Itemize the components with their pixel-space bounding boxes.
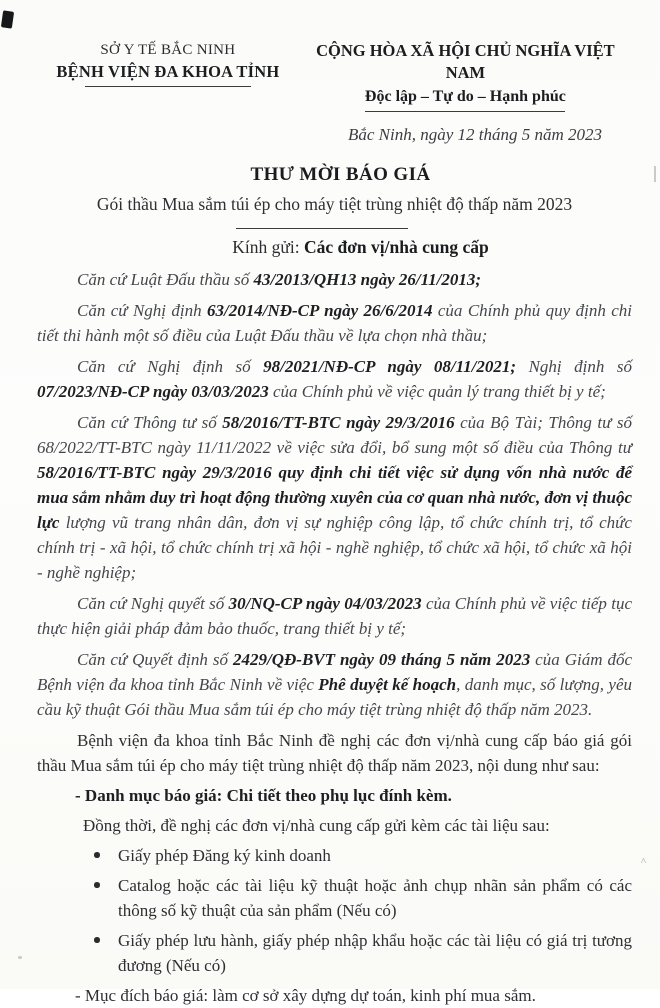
- legal-basis-paragraph-5: [37, 591, 632, 641]
- text-segment: 43/2013/QH13 ngày 26/11/2013;: [253, 270, 482, 289]
- text-segment: Căn cứ Luật Đấu thầu số: [77, 270, 254, 289]
- salutation-recipient: Các đơn vị/nhà cung cấp: [303, 237, 489, 257]
- dateline: Bắc Ninh, ngày 12 tháng 5 năm 2023: [347, 125, 602, 144]
- attachments-intro-line: Đồng thời, đề nghị các đơn vị/nhà cung cấp gửi kèm các tài liệu sau:: [83, 816, 550, 835]
- national-motto: Độc lập – Tự do – Hạnh phúc: [364, 88, 566, 105]
- divider-line: [236, 228, 408, 229]
- text-segment: Căn cứ Nghị định số: [77, 357, 264, 376]
- legal-basis-paragraph-4: [37, 410, 632, 585]
- legal-basis-paragraph-2: [37, 298, 632, 348]
- national-title: CỘNG HÒA XÃ HỘI CHỦ NGHĨA VIỆT NAM: [316, 41, 615, 82]
- legal-basis-paragraph-3: [37, 354, 632, 404]
- attachment-item-label: Catalog hoặc các tài liệu kỹ thuật hoặc ảnh chụp nhãn sản phẩm có các thông số kỹ thuật của sản phẩm (Nếu có): [118, 876, 632, 920]
- document-title: THƯ MỜI BÁO GIÁ: [250, 164, 431, 185]
- request-intro-paragraph: Bệnh viện đa khoa tỉnh Bắc Ninh đề nghị các đơn vị/nhà cung cấp báo giá gói thầu Mua sắm túi ép cho máy tiệt trùng nhiệt độ thấp năm 2023, nội dung như sau:: [37, 731, 632, 775]
- legal-basis-paragraph-1: [37, 267, 632, 292]
- text-segment: Căn cứ Thông tư số: [77, 413, 223, 432]
- scan-artifact-caret: ^: [640, 856, 646, 868]
- document-subtitle: Gói thầu Mua sắm túi ép cho máy tiệt trùng nhiệt độ thấp năm 2023: [96, 194, 573, 214]
- text-segment: 63/2014/NĐ-CP ngày 26/6/2014: [207, 301, 438, 320]
- text-segment: 58/2016/TT-BTC ngày 29/3/2016: [222, 413, 461, 432]
- quote-list-line: - Danh mục báo giá: Chi tiết theo phụ lục đính kèm.: [75, 786, 452, 805]
- legal-basis-paragraph-6: [37, 647, 632, 722]
- text-segment: 2429/QĐ-BVT ngày 09 tháng 5 năm 2023: [233, 650, 536, 669]
- text-segment: của Giám đốc Bệnh viện đa khoa tỉnh Bắc Ninh về việc: [37, 650, 632, 694]
- text-segment: 30/NQ-CP ngày 04/03/2023: [228, 594, 426, 613]
- scan-artifact-speck: [18, 956, 22, 959]
- document-header: [37, 40, 632, 112]
- org-parent-name: SỞ Y TẾ BẮC NINH: [100, 42, 236, 58]
- text-segment: Phê duyệt kế hoạch: [318, 675, 457, 694]
- bullet-icon: [94, 937, 100, 943]
- salutation: [63, 235, 658, 260]
- text-segment: Căn cứ Nghị định: [77, 301, 208, 320]
- text-segment: của Bộ Tài; Thông tư số 68/2022/TT-BTC ngày 11/11/2022 về việc sửa đổi, bổ sung một số điều của Thông tư: [37, 413, 632, 457]
- national-header-block: [299, 40, 632, 112]
- bullet-icon: [94, 882, 100, 888]
- bullet-icon: [94, 852, 100, 858]
- text-segment: 58/2016/TT-BTC ngày 29/3/2016 quy định chi tiết việc sử dụng vốn nhà nước để mua sắm nhằm duy trì hoạt động thường xuyên của cơ quan nhà nước, đơn vị thuộc lực: [37, 463, 632, 532]
- attachment-item-label: Giấy phép Đăng ký kinh doanh: [118, 846, 331, 865]
- attachment-item-business-license: [37, 843, 632, 868]
- text-segment: 07/2023/NĐ-CP ngày 03/03/2023: [37, 382, 273, 401]
- attachment-item-circulation-license: [37, 928, 632, 978]
- text-segment: của Chính phủ về việc quản lý trang thiết bị y tế;: [272, 382, 606, 401]
- scan-artifact-blob: [1, 10, 14, 28]
- text-segment: Căn cứ Nghị quyết số: [77, 594, 229, 613]
- text-segment: của Chính phủ quy định chi tiết thi hành một số điều của Luật Đấu thầu về lựa chọn nhà thầu;: [37, 301, 632, 345]
- salutation-label: Kính gửi:: [232, 237, 304, 257]
- text-segment: , danh mục, số lượng, yêu cầu kỹ thuật Gói thầu Mua sắm túi ép cho máy tiệt trùng nhiệt độ thấp năm 2023.: [37, 675, 632, 719]
- attachment-item-catalog: [37, 873, 632, 923]
- issuing-org-block: [37, 40, 299, 87]
- motto-underline: [365, 111, 565, 112]
- scan-artifact-dash: [654, 166, 656, 182]
- text-segment: Nghị định số: [516, 357, 632, 376]
- text-segment: lượng vũ trang nhân dân, đơn vị sự nghiệp công lập, tổ chức chính trị, tổ chức chính trị - xã hội, tổ chức chính trị xã hội - nghề nghiệp, tổ chức xã hội, tổ chức xã hội - nghề nghiệp;: [37, 513, 632, 582]
- org-underline: [85, 86, 251, 87]
- attachment-item-label: Giấy phép lưu hành, giấy phép nhập khẩu hoặc các tài liệu có giá trị tương đương (Nếu có): [118, 931, 632, 975]
- text-segment: Căn cứ Quyết định số: [77, 650, 233, 669]
- org-name: BỆNH VIỆN ĐA KHOA TỈNH: [56, 62, 280, 81]
- text-segment: của Chính phủ về việc tiếp tục thực hiện giải pháp đảm bảo thuốc, trang thiết bị y tế;: [37, 594, 632, 638]
- text-segment: 98/2021/NĐ-CP ngày 08/11/2021;: [263, 357, 517, 376]
- quote-purpose-line: - Mục đích báo giá: làm cơ sở xây dựng dự toán, kinh phí mua sắm.: [75, 986, 536, 1005]
